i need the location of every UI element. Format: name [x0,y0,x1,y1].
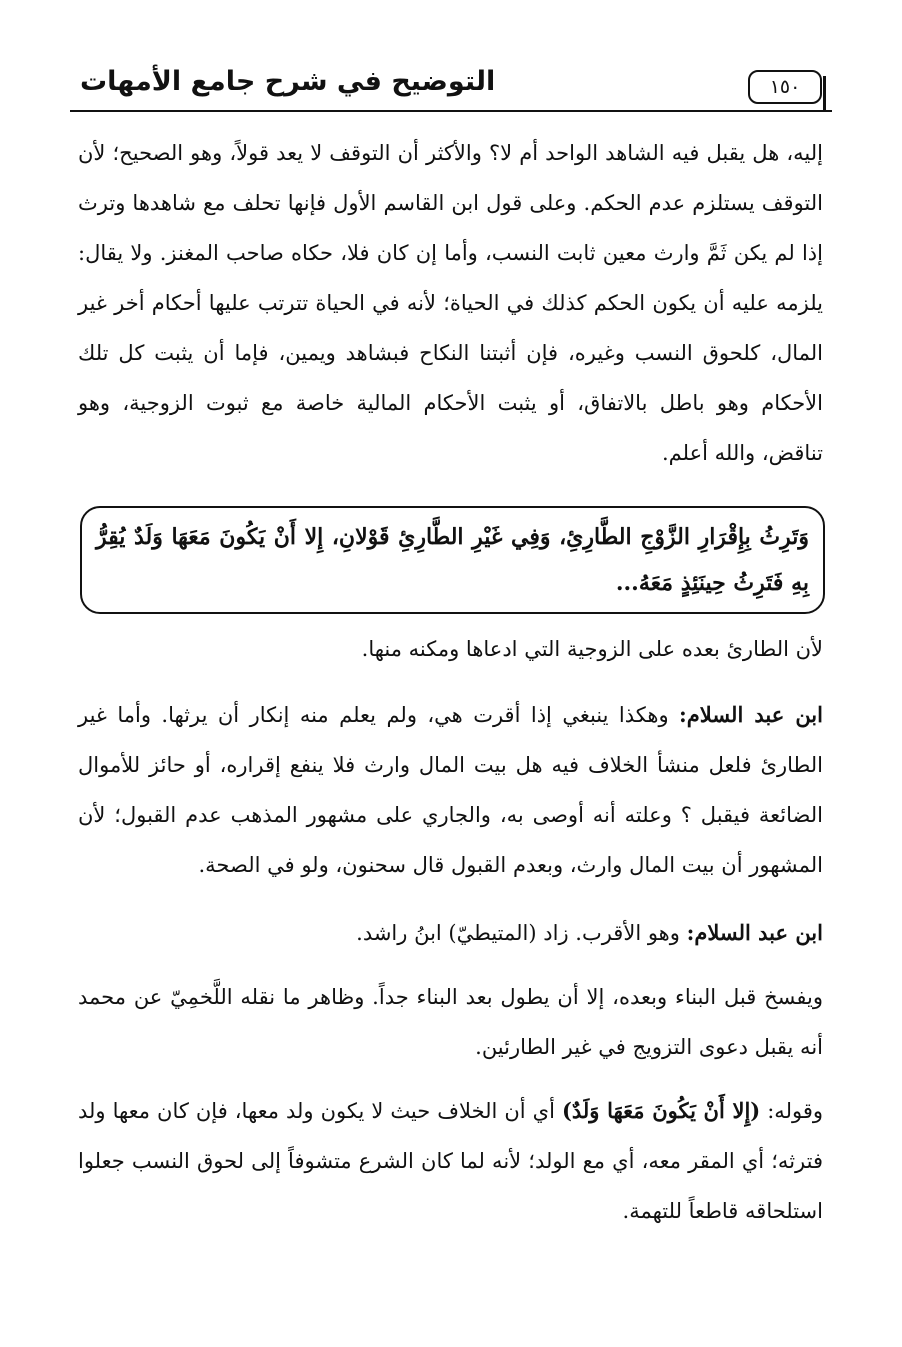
paragraph-1: إليه، هل يقبل فيه الشاهد الواحد أم لا؟ والأكثر أن التوقف لا يعد قولاً، وهو الصحيح؛ لأن التوقف يستلزم عدم الحكم. وعلى قول ابن القاسم الأول فإنها تحلف مع شاهدها وترث إذا لم يكن ثَمَّ وارث معين ثابت النسب، وأما إن كان فلا، حكاه صاحب المغنز. ولا يقال: يلزمه عليه أن يكون الحكم كذلك في الحياة؛ لأنه في الحياة تترتب عليها أحكام أخر غير المال، كلحوق النسب وغيره، فإن أثبتنا النكاح فبشاهد ويمين، فإما أن يثبت كل تلك الأحكام وهو باطل بالاتفاق، أو يثبت الأحكام المالية خاصة مع ثبوت الزوجية، وهو تناقض، والله أعلم. [78,141,823,465]
paragraph-6-lead: وقوله: [760,1099,823,1123]
paragraph-4 [78,908,823,958]
paragraph-6-text: أي أن الخلاف حيث لا يكون ولد معها، فإن كان معها ولد فترثه؛ أي المقر معه، أي مع الولد؛ لأنه لما كان الشرع متشوفاً إلى لحوق النسب جعلوا استلحاقه قاطعاً للتهمة. [78,1099,823,1223]
paragraph-3 [78,690,823,890]
matn-quote-box: وَتَرِثُ بِإِقْرَارِ الزَّوْجِ الطَّارِئِ، وَفِي غَيْرِ الطَّارِئِ قَوْلانِ، إِلا أَنْ يَكُونَ مَعَهَا وَلَدٌ يُقِرُّ بِهِ فَتَرِثُ حِينَئِذٍ مَعَهُ... [80,506,825,614]
paragraph-5: ويفسخ قبل البناء وبعده، إلا أن يطول بعد البناء جداً. وظاهر ما نقله اللَّخمِيّ عن محمد أنه يقبل دعوى التزويج في غير الطارئين. [78,985,824,1059]
page-header [70,62,832,112]
quoted-matn: (إِلا أَنْ يَكُونَ مَعَهَا وَلَدٌ) [561,1098,761,1123]
page-number: ١٥٠ [748,70,822,104]
speaker-label: ابن عبد السلام: [686,920,823,945]
header-divider [70,110,832,112]
paragraph-6 [78,1086,859,1236]
paragraph-3-text: وهكذا ينبغي إذا أقرت هي، ولم يعلم منه إنكار أن يرثها. وأما غير الطارئ فلعل منشأ الخلاف فيه هل بيت المال وارث فلا ينفع إقراره، أو حائز للأموال الضائعة فيقبل ؟ وعلته أنه أوصى به، والجاري على مشهور المذهب عدم القبول؛ لأن المشهور أن بيت المال وارث، وبعدم القبول قال سحنون، ولو في الصحة. [78,703,823,877]
book-title: التوضيح في شرح جامع الأمهات [80,66,496,97]
speaker-label: ابن عبد السلام: [679,702,823,727]
paragraph-4-text: وهو الأقرب. زاد (المتيطيّ) ابنُ راشد. [356,921,687,945]
paragraph-2: لأن الطارئ بعده على الزوجية التي ادعاها ومكنه منها. [361,637,823,661]
